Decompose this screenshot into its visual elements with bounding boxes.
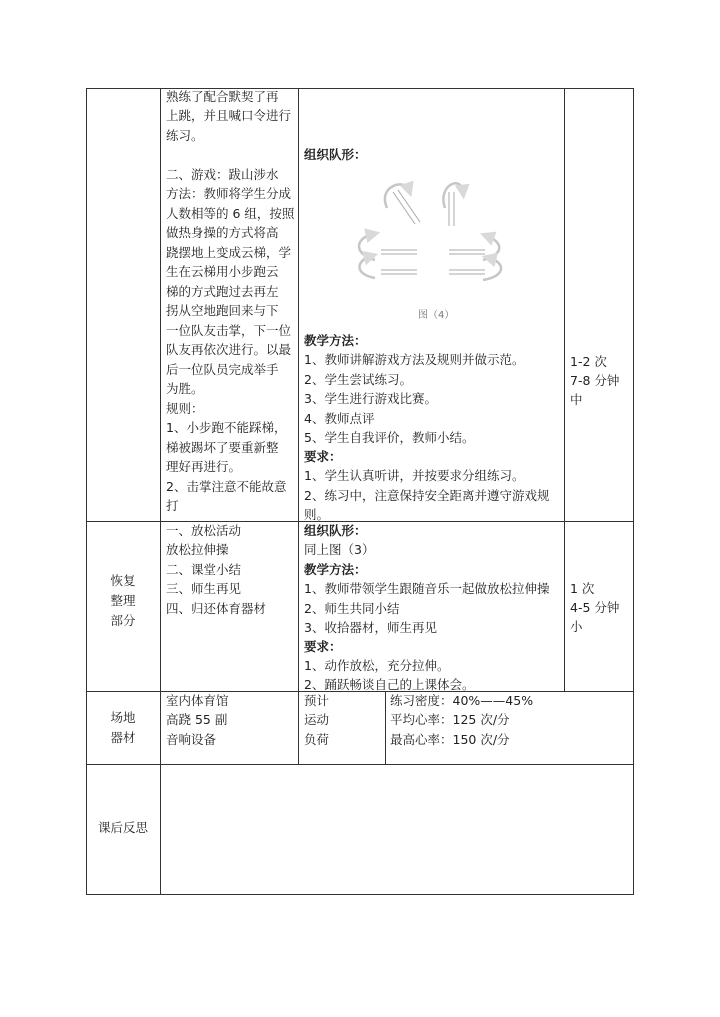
content-line: 队友再依次进行。以最	[166, 342, 292, 357]
method-item: 4、教师点评	[304, 411, 375, 426]
average-heart-rate: 平均心率：125 次/分	[390, 712, 510, 727]
figure-caption: 图（4）	[418, 310, 455, 321]
table-border-left	[86, 88, 87, 895]
content-line: 练习。	[166, 128, 204, 143]
time-intensity: 中	[570, 392, 583, 407]
content-line: 方法：教师将学生分成	[166, 186, 292, 201]
equipment-item: 高跷 55 副	[166, 712, 228, 727]
max-heart-rate: 最高心率：150 次/分	[390, 732, 510, 747]
time-duration: 4-5 分钟	[570, 600, 620, 615]
content-line: 做热身操的方式将高	[166, 225, 279, 240]
requirement-title: 要求：	[304, 639, 342, 654]
requirement-item: 2、踊跃畅谈自己的上课体会。	[304, 677, 475, 692]
row-label-recovery	[86, 571, 160, 631]
table-border-right	[633, 88, 634, 895]
requirement-item: 1、学生认真听讲，并按要求分组练习。	[304, 468, 525, 483]
label-line: 整理	[110, 593, 136, 608]
formation-title: 组织队形：	[304, 523, 367, 538]
time-duration: 7-8 分钟	[570, 373, 620, 388]
load-label-line: 运动	[304, 712, 330, 727]
content-line: 一位队友击掌，下一位	[166, 323, 292, 338]
content-line: 后一位队员完成举手	[166, 362, 279, 377]
content-line: 二、课堂小结	[166, 562, 242, 577]
time-count: 1-2 次	[570, 354, 607, 369]
content-line: 跷摆地上变成云梯，学	[166, 245, 292, 260]
content-line: 2、击掌注意不能故意	[166, 479, 287, 494]
content-line: 为胜。	[166, 381, 204, 396]
method-title: 教学方法：	[304, 562, 367, 577]
content-line: 四、归还体育器材	[166, 601, 267, 616]
content-line: 上跳，并且喊口令进行	[166, 108, 292, 123]
content-line: 打	[166, 498, 179, 513]
row-label-venue	[86, 708, 160, 748]
content-line: 梯被踢坏了要重新整	[166, 440, 279, 455]
method-item: 1、教师讲解游戏方法及规则并做示范。	[304, 352, 525, 367]
label-line: 场地	[110, 710, 136, 725]
formation-text: 同上图（3）	[304, 542, 375, 557]
load-label-line: 预计	[304, 693, 330, 708]
load-label-line: 负荷	[304, 732, 330, 747]
method-title: 教学方法：	[304, 333, 367, 348]
content-line: 放松拉伸操	[166, 542, 229, 557]
formation-figure	[345, 168, 525, 324]
formation-title: 组织队形：	[304, 147, 367, 162]
requirement-title: 要求：	[304, 449, 342, 464]
content-line: 规则：	[166, 401, 204, 416]
reflection-area	[161, 765, 633, 894]
content-line: 一、放松活动	[166, 523, 242, 538]
row-label-reflection: 课后反思	[97, 820, 148, 835]
requirement-item: 则。	[304, 507, 330, 522]
practice-density: 练习密度：40%——45%	[390, 693, 534, 708]
content-line: 三、师生再见	[166, 581, 242, 596]
content-line: 二、游戏：跋山涉水	[166, 167, 279, 182]
method-item: 2、学生尝试练习。	[304, 372, 412, 387]
col-divider-3	[564, 88, 565, 691]
content-line: 人数相等的 6 组，按照	[166, 206, 295, 221]
equipment-item: 室内体育馆	[166, 693, 229, 708]
requirement-item: 1、动作放松，充分拉伸。	[304, 658, 450, 673]
content-line: 拐从空地跑回来与下	[166, 303, 279, 318]
label-line: 恢复	[110, 573, 136, 588]
method-item: 2、师生共同小结	[304, 601, 400, 616]
method-item: 3、收拾器材，师生再见	[304, 620, 437, 635]
method-item: 1、教师带领学生跟随音乐一起做放松拉伸操	[304, 581, 550, 596]
content-line: 1、小步跑不能踩梯，	[166, 420, 287, 435]
content-line: 理好再进行。	[166, 459, 242, 474]
content-line: 生在云梯用小步跑云	[166, 264, 279, 279]
method-item: 3、学生进行游戏比赛。	[304, 391, 437, 406]
requirement-item: 2、练习中，注意保持安全距离并遵守游戏规	[304, 488, 550, 503]
time-count: 1 次	[570, 581, 595, 596]
label-line: 部分	[110, 613, 136, 628]
col-divider-load	[385, 691, 386, 764]
content-line: 熟练了配合默契了再	[166, 89, 279, 104]
time-intensity: 小	[570, 619, 583, 634]
label-line: 器材	[110, 730, 136, 745]
content-line: 梯的方式跑过去再左	[166, 284, 279, 299]
method-item: 5、学生自我评价，教师小结。	[304, 430, 475, 445]
col-divider-2	[298, 88, 299, 764]
equipment-item: 音响设备	[166, 732, 217, 747]
table-border-bottom	[86, 894, 634, 895]
